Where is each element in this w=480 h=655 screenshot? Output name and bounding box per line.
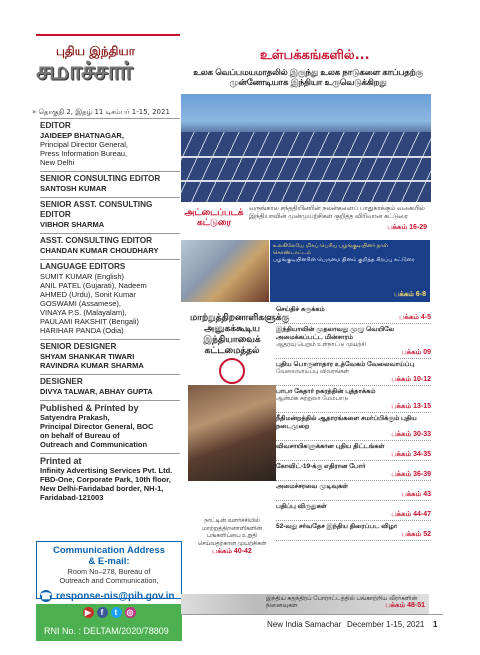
list-item[interactable]: கோவிட்-19-க்கு எதிரான போர் பக்கம் 36-39 (276, 461, 431, 481)
masthead (36, 44, 180, 108)
list-item[interactable]: பதிப்பு விருதுகள் பக்கம் 44-47 (276, 501, 431, 521)
list-item[interactable]: அமைச்சரவை முடிவுகள் பக்கம் 43 (276, 481, 431, 501)
staff-section: SENIOR ASST. CONSULTING EDITOR VIBHOR SHARMA (40, 197, 180, 229)
disability-photo (188, 385, 276, 481)
magazine-name: New India Samachar (267, 620, 342, 629)
issue-date: December 1-15, 2021 (347, 620, 425, 629)
social-icons (36, 607, 182, 621)
staff-section: LANGUAGE EDITORS SUMIT KUMAR (English) ANIL PATEL (Gujarati), Nadeem AHMED (Urdu), Sonit Kumar GOSWAMI (Assamese), VINAYA P.S. (Malayalam), PAULAMI RAKSHIT (Bengali) HARIHAR PANDA (Odia) (40, 259, 180, 335)
twitter-icon[interactable]: t (111, 607, 122, 618)
event-photo (181, 240, 269, 302)
communication-address: Communication Address & E-mail: Room No–278, Bureau of Outreach and Communication, (36, 541, 182, 599)
email-link[interactable]: ☎ response-nis@pib.gov.in (40, 590, 175, 602)
list-item[interactable]: செய்திச் சுருக்கம் பக்கம் 4-5 (276, 304, 431, 324)
accessible-india-heading: மாற்றுத்திறனாளிகளுக்கு அனுகக்கூடிய இந்தியாவைக் கட்டமைத்தல் (190, 312, 274, 380)
header-area (0, 0, 480, 34)
cover-headline: உலக வெப்பமயமாதலில் இருந்து உலக நாடுகளை காப்பதற்கு முன்னோடியாக இந்தியா உருவெடுக்கிறது (193, 67, 423, 87)
page-number: 1 (433, 620, 438, 629)
list-item[interactable]: விவசாயிகளுக்கான புதிய திட்டங்கள் பக்கம் 34-35 (276, 441, 431, 461)
cover-story-box (181, 203, 431, 235)
issue-info: » தொகுதி 2, இதழ் 11 டிசம்பர் 1-15, 2021 (32, 108, 170, 116)
masthead-small-title: புதிய இந்தியா (56, 44, 135, 58)
accessibility-icon (219, 358, 245, 384)
contents-list (276, 304, 431, 541)
staff-section: EDITOR JAIDEEP BHATNAGAR, Principal Director General, Press Information Bureau, New Delhi (40, 118, 180, 167)
youtube-icon[interactable]: ▶ (83, 607, 94, 618)
published-section: Published & Printed by Satyendra Prakash, Principal Director General, BOC on behalf of Bureau of Outreach and Communication (40, 400, 180, 449)
cover-story-page: பக்கம் 16-29 (387, 224, 427, 231)
rni-number: RNI No. : DELTAM/2020/78809 (44, 626, 169, 636)
staff-section: SENIOR DESIGNER SHYAM SHANKAR TIWARI RAVINDRA KUMAR SHARMA (40, 339, 180, 370)
staff-section: DESIGNER DIVYA TALWAR, ABHAY GUPTA (40, 374, 180, 396)
staff-section: ASST. CONSULTING EDITOR CHANDAN KUMAR CHOUDHARY (40, 233, 180, 255)
cover-story-label: அட்டைப்படக் கட்டுரை (184, 208, 244, 228)
staff-section: SENIOR CONSULTING EDITOR SANTOSH KUMAR (40, 171, 180, 193)
list-item[interactable]: இந்தியாவின் முதலாவது முழு வெயிலே அமைக்கப்பட்ட மின்சாரம் ஆதரவு பெறும் உள்நாட்டு முயற்சி பக்கம் 09 (276, 324, 431, 359)
list-item[interactable]: நீதிமன்றத்தில் ஆதாரங்களை சமர்ப்பிக்கும் புதிய நடைமுறை பக்கம் 30-33 (276, 413, 431, 441)
photo-caption: நாட்டின் வளர்ச்சியில் மாற்றுத்திறனாளிகளின் பங்களிப்பை உறுதி செய்வதற்கான முயற்சிகள் பக்கம் 40-42 (197, 518, 267, 555)
feature-box: உலகிலேயே மிகப் பெரிய பழங்குடியினர் நாள் கொண்டாட்டம் பழங்குடியினரின் பெருமை தினம் குறித்த சிறப்பு கட்டுரை பக்கம் 6-8 (270, 240, 430, 302)
list-item[interactable]: 52-வது சர்வதேச இந்திய திரைப்பட விழா பக்கம் 52 (276, 521, 431, 541)
list-item[interactable]: புதிய பொருளாதார உத்வேகம் வேலைவாய்ப்பு வேலைவாய்ப்பு விவரங்கள் பக்கம் 10-12 (276, 359, 431, 386)
instagram-icon[interactable]: ◎ (125, 607, 136, 618)
inside-title: உள்பக்கங்களில்... (260, 48, 370, 63)
top-rule (36, 34, 180, 36)
freedom-fighters-strip: இந்திய சுதந்திரப் போராட்டத்தில் பங்காற்றிய வீரர்களின் நினைவுகள் பக்கம் 48-51 (181, 594, 429, 614)
masthead-big-title: சமாச்சார் (36, 56, 132, 85)
staff-column (40, 118, 180, 506)
solar-panel-image (181, 94, 431, 202)
facebook-icon[interactable]: f (97, 607, 108, 618)
printed-section: Printed at Infinity Advertising Services Pvt. Ltd. FBD-One, Corporate Park, 10th floor, New Delhi-Faridabad border, NH-1, Faridabad-121003 (40, 453, 180, 502)
cover-story-desc: வருங்கால சந்ததியினரின் நலன்களைப் பாதுகாக்கும் வகையில் இந்தியாவின் முன்முயற்சிகள் குறித்த விரிவான கட்டுரை (249, 205, 425, 220)
page-footer (181, 614, 443, 634)
phone-icon: ☎ (40, 591, 52, 601)
list-item[interactable]: பாபா கேதார் நகரத்தின் புத்தாக்கம் ஆன்மிக சுற்றுலா மேம்பாடு பக்கம் 13-15 (276, 386, 431, 413)
